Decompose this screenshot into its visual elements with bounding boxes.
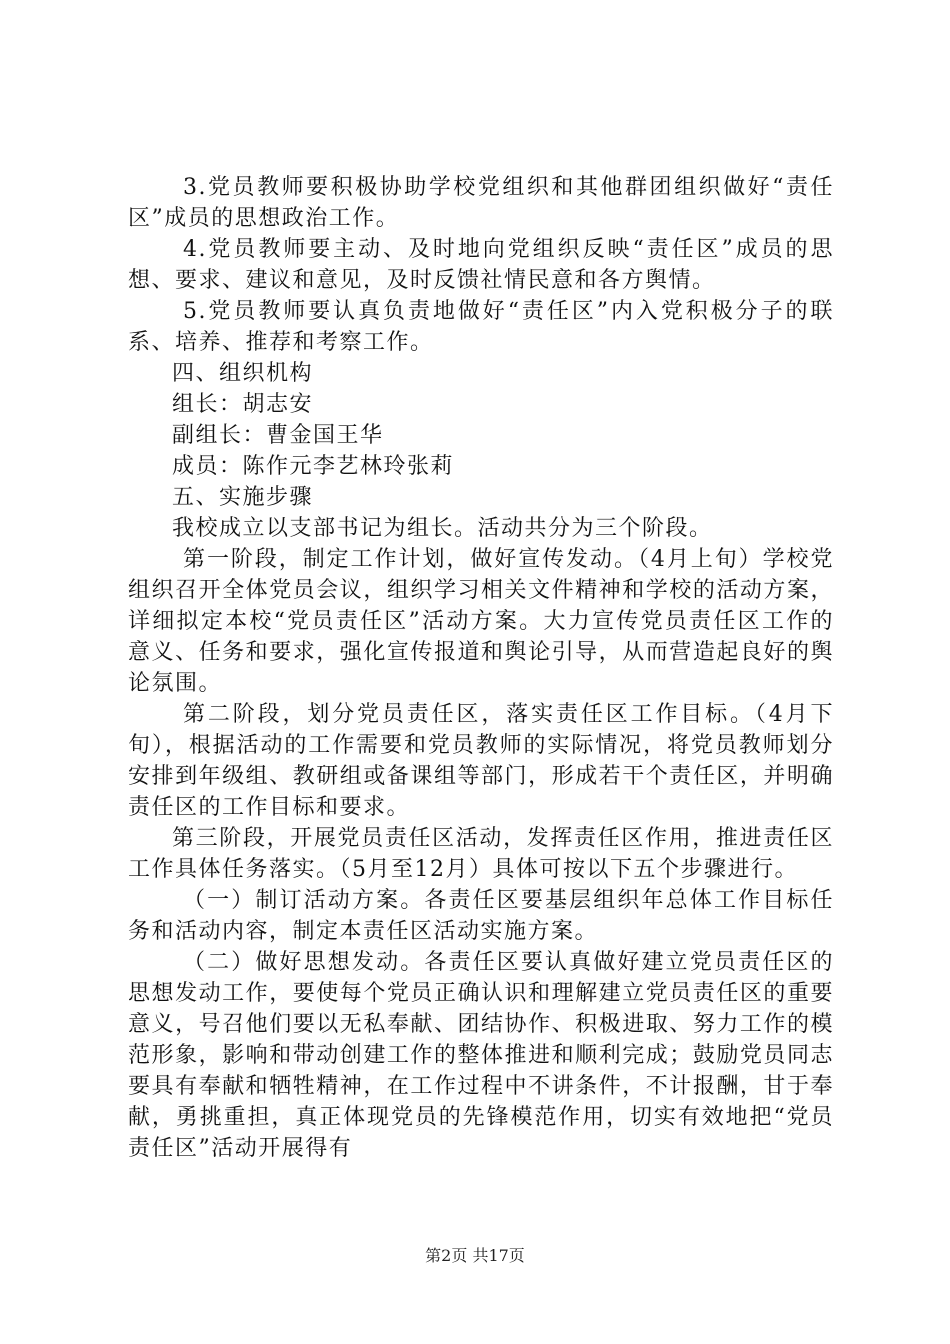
paragraph-overview: 我校成立以支部书记为组长。活动共分为三个阶段。	[172, 516, 713, 541]
paragraph-duty-4: 4.党员教师要主动、及时地向党组织反映“责任区”成员的思想、要求、建议和意见，及时反馈社情民意和各方舆情。	[128, 237, 834, 293]
section-heading-steps: 五、实施步骤	[172, 485, 314, 510]
paragraph-members: 成员：陈作元李艺林玲张莉	[172, 454, 455, 479]
document-body	[128, 172, 834, 1164]
paragraph-step-1: （一）制订活动方案。各责任区要基层组织年总体工作目标任务和活动内容，制定本责任区活动实施方案。	[128, 888, 834, 944]
paragraph-deputy-leader: 副组长：曹金国王华	[172, 423, 384, 448]
paragraph-stage-2: 第二阶段，划分党员责任区，落实责任区工作目标。（4月下旬），根据活动的工作需要和党员教师的实际情况，将党员教师划分安排到年级组、教研组或备课组等部门，形成若干个责任区，并明确责任区的工作目标和要求。	[128, 702, 834, 820]
page-number-footer: 第2页 共17页	[425, 1246, 525, 1265]
paragraph-team-leader: 组长：胡志安	[172, 392, 314, 417]
section-heading-organization: 四、组织机构	[172, 361, 314, 386]
paragraph-duty-3: 3.党员教师要积极协助学校党组织和其他群团组织做好“责任区”成员的思想政治工作。	[128, 175, 834, 231]
paragraph-stage-1: 第一阶段，制定工作计划，做好宣传发动。（4月上旬）学校党组织召开全体党员会议，组织学习相关文件精神和学校的活动方案，详细拟定本校“党员责任区”活动方案。大力宣传党员责任区工作的意义、任务和要求，强化宣传报道和舆论引导，从而营造起良好的舆论氛围。	[128, 547, 834, 696]
paragraph-stage-3: 第三阶段，开展党员责任区活动，发挥责任区作用，推进责任区工作具体任务落实。（5月至12月）具体可按以下五个步骤进行。	[128, 826, 834, 882]
paragraph-duty-5: 5.党员教师要认真负责地做好“责任区”内入党积极分子的联系、培养、推荐和考察工作。	[128, 299, 834, 355]
paragraph-step-2: （二）做好思想发动。各责任区要认真做好建立党员责任区的思想发动工作，要使每个党员正确认识和理解建立党员责任区的重要意义，号召他们要以无私奉献、团结协作、积极进取、努力工作的模范形象，影响和带动创建工作的整体推进和顺利完成；鼓励党员同志要具有奉献和牺牲精神，在工作过程中不讲条件，不计报酬，甘于奉献，勇挑重担，真正体现党员的先锋模范作用，切实有效地把“党员责任区”活动开展得有	[128, 950, 834, 1161]
